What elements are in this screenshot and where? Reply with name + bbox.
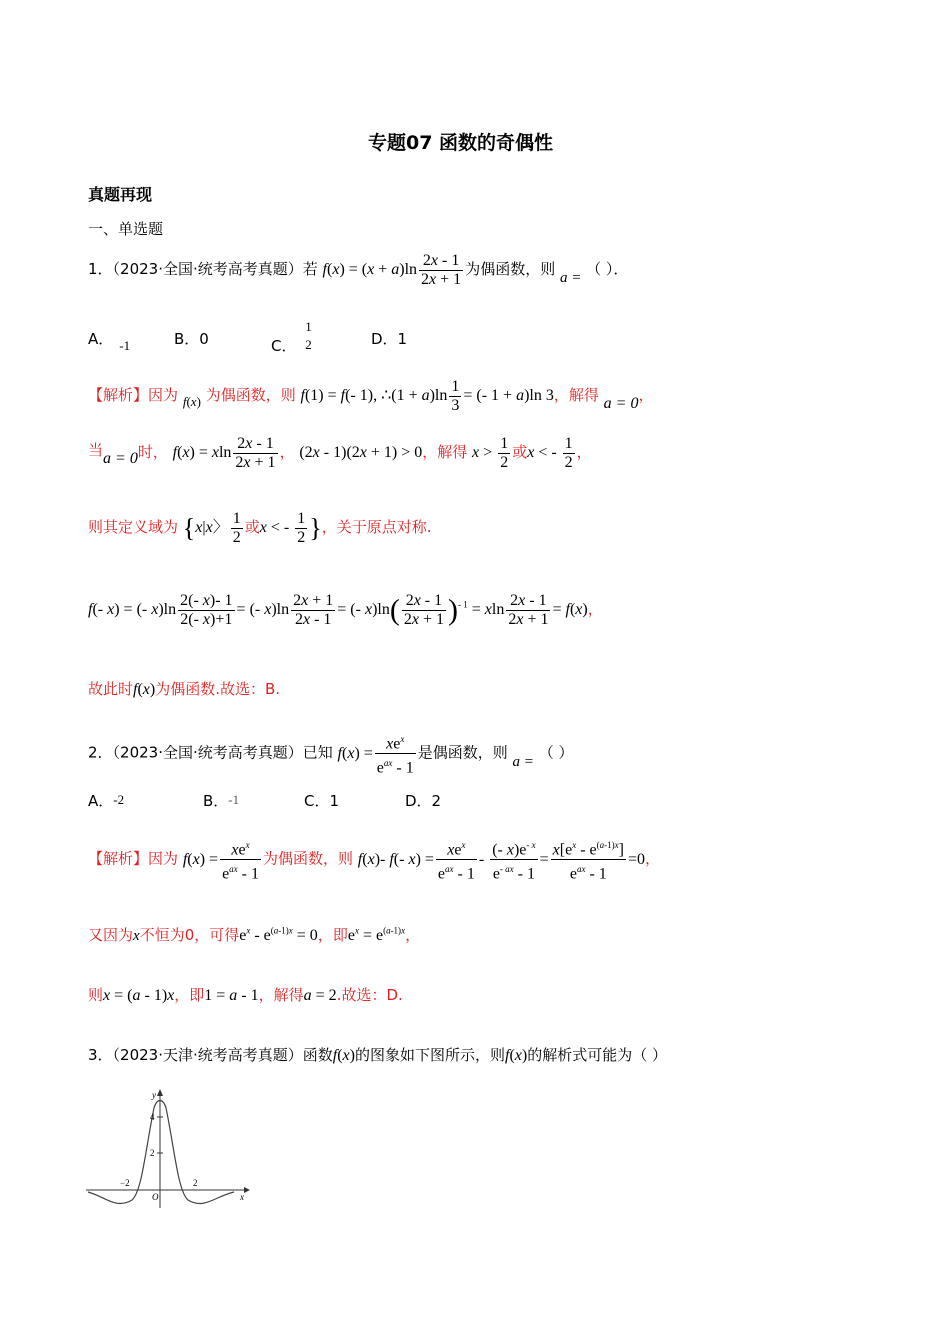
x-label: x	[240, 1192, 244, 1202]
q2-sol-text: 则	[88, 986, 104, 1004]
q1-sol-text: 为偶函数，则	[205, 386, 296, 405]
q1-sol-a0: a = 0	[103, 450, 138, 468]
q1-sol-ineq3: x < - $\frac{1}{2}$	[527, 435, 573, 471]
q2-a-eq: a =	[512, 753, 534, 770]
q1-sol-domain2: x < - $\frac{1}{2}$ }	[259, 510, 322, 546]
q2-option-a-label: A．	[88, 792, 114, 810]
q1-sol-text: 当	[88, 441, 104, 460]
q1-option-a-value: -1	[119, 338, 131, 353]
q1-option-c-fraction: 1 2	[305, 319, 312, 352]
q2-sol-text: .故选：D.	[336, 986, 403, 1004]
q2-sol-formula: f(x) = $\frac{xe^x}{e^{ax} - 1}$	[183, 851, 263, 868]
q1-sol-domain: {x|x〉 $\frac{1}{2}$	[182, 510, 241, 546]
q1-func-text: 为偶函数，则	[465, 260, 556, 279]
q2-sol-text: ，即	[317, 926, 348, 944]
question-1	[88, 252, 628, 289]
tick-label-y4: 4	[150, 1112, 155, 1122]
q1-sol-text: 因为	[148, 386, 179, 405]
q1-sol-inequality: (2x - 1)(2x + 1) > 0	[299, 444, 423, 462]
y-label: y	[152, 1090, 156, 1100]
q2-option-b-value: -1	[228, 792, 240, 807]
q1-sol-text: 时，	[137, 443, 168, 462]
q2-sol-text: ，解得	[258, 986, 304, 1004]
q3-number: 3．	[88, 1046, 113, 1064]
question-3	[88, 1044, 667, 1065]
q1-solution-tag: 【解析】	[88, 386, 149, 405]
q3-fx: f(x)	[332, 1047, 355, 1064]
q1-sol-formula: f(1) = f(- 1), ∴(1 + a)ln $\frac{1}{3}$ = (- 1 + a)ln 3	[300, 378, 554, 414]
q2-option-b-label: B．	[203, 792, 229, 810]
origin-label: O	[152, 1192, 159, 1202]
q1-number: 1．	[88, 260, 113, 279]
page-title: 专题07 函数的奇偶性	[368, 132, 554, 154]
q1-source: （2023·全国·统考高考真题）若	[112, 260, 318, 279]
q2-solution-tag: 【解析】	[88, 849, 149, 868]
q2-sol-text: ，即	[174, 986, 205, 1004]
q3-text: 的解析式可能为（ ）	[527, 1046, 667, 1064]
q2-solution-line1: 【解析】因为 f(x) = $\frac{xe^x}{e^{ax} - 1}$ 为偶函数，则 f(x)- f(- x) = $\frac{xe^x}{e^{ax} - 1}$ - $\frac{(- x)e^{- x}}{e^{- ax} - 1}$ = $\frac{x[e^x - e^{(a-1)x}]}{e^{ax} - 1}$ =0，	[88, 836, 660, 884]
q2-sol-text: 又因为	[88, 926, 134, 944]
q2-option-a	[88, 790, 124, 811]
q2-solution-line3	[88, 984, 403, 1005]
q2-option-d: D．2	[405, 792, 442, 810]
q2-sol-x: x	[133, 928, 140, 944]
q1-sol-ineq2: x > $\frac{1}{2}$	[472, 435, 509, 471]
q1-solution-line1: 【解析】因为 f(x) 为偶函数，则 f(1) = f(- 1), ∴(1 + a)ln $\frac{1}{3}$ = (- 1 + a)ln 3，解得 a = 0，	[88, 378, 654, 414]
q3-function-graph	[84, 1086, 254, 1216]
q2-sol-eq3: x = (a - 1)x	[103, 987, 175, 1004]
q2-formula: f(x) = $\frac{xe^x}{e^{ax} - 1}$	[338, 745, 418, 762]
q1-sol-text: 故此时	[88, 680, 134, 698]
q2-option-b	[203, 790, 239, 811]
q1-option-c	[271, 318, 316, 354]
q1-option-a: A．	[88, 330, 114, 348]
q1-sol-chain: f(- x) = (- x)ln $\frac{2(- x)- 1}{2(- x)+1}$ = (- x)ln $\frac{2x + 1}{2x - 1}$ = (- x)ln( $\frac{2x - 1}{2x + 1}$ )$^{- 1}$ = xln $\frac{2x - 1}{2x + 1}$ = f(x)	[88, 592, 588, 628]
subsection-heading: 一、单选题	[88, 220, 164, 238]
q1-solution-line5	[88, 678, 280, 699]
function-curve	[88, 1101, 234, 1204]
q2-blank: （ ）	[538, 743, 574, 762]
q2-option-c: C．1	[304, 792, 340, 810]
q1-a-eq: a =	[559, 270, 582, 287]
q2-func-text: 是偶函数，则	[417, 743, 508, 762]
q1-blank: （ ）．	[586, 260, 629, 279]
q1-solution-line2: 当a = 0时， f(x) = xln $\frac{2x - 1}{2x + 1}$ ， (2x - 1)(2x + 1) > 0，解得 x > $\frac{1}{2}$ 或x < - $\frac{1}{2}$ ，	[88, 435, 592, 471]
q1-sol-fx: f(x)	[133, 681, 156, 698]
tick-label-xneg2: −2	[120, 1178, 130, 1188]
q1-sol-fx: f(x)	[182, 394, 201, 410]
q1-sol-text: 则其定义域为	[88, 518, 179, 537]
q1-sol-text: 为偶函数.故选：B.	[155, 680, 281, 698]
q1-formula: f(x) = (x + a)ln $\frac{2x - 1}{2x + 1}$	[322, 252, 462, 288]
q1-options	[88, 328, 131, 353]
section-heading: 真题再现	[88, 185, 153, 204]
q2-solution-line2: 又因为x不恒为0，可得$e^x - e^{(a-1)x} = 0$，即$e^x = e^{(a-1)x}$，	[88, 925, 421, 944]
q1-option-b: B．0	[174, 330, 209, 348]
q3-text: 的图象如下图所示，则	[354, 1046, 505, 1064]
q1-sol-text: 或	[244, 518, 260, 537]
q1-sol-text: ，关于原点对称.	[321, 518, 432, 537]
tick-label-y2: 2	[150, 1148, 155, 1158]
q2-source: （2023·全国·统考高考真题）已知	[112, 743, 333, 762]
tick-label-x2: 2	[193, 1178, 198, 1188]
q1-sol-a0: a = 0	[603, 395, 639, 413]
q2-sol-eq5: a = 2	[303, 987, 337, 1004]
q2-sol-text: 为偶函数，则	[263, 849, 354, 868]
q2-number: 2．	[88, 743, 113, 762]
y-axis-arrow	[157, 1089, 163, 1096]
q1-sol-text: ，解得	[422, 443, 468, 462]
q2-option-a-value: -2	[113, 792, 125, 807]
q1-sol-text: 或	[512, 443, 528, 462]
q1-solution-line3	[88, 510, 431, 547]
q2-sol-eq1: $e^x - e^{(a-1)x} = 0$	[239, 925, 318, 944]
question-2	[88, 730, 573, 778]
q2-sol-text: 因为	[148, 849, 179, 868]
q2-sol-chain: f(x)- f(- x) = $\frac{xe^x}{e^{ax} - 1}$ - $\frac{(- x)e^{- x}}{e^{- ax} - 1}$ = $\frac{x[e^x - e^{(a-1)x}]}{e^{ax} - 1}$ =0	[358, 851, 645, 868]
q1-sol-formula: f(x) = xln $\frac{2x - 1}{2x + 1}$	[172, 435, 276, 471]
q1-sol-text: ，解得	[553, 386, 599, 405]
q3-fx: f(x)	[505, 1047, 528, 1064]
q2-sol-text: 不恒为0，可得	[139, 926, 240, 944]
q2-sol-eq4: 1 = a - 1	[204, 987, 259, 1004]
q1-option-d: D．1	[371, 330, 408, 348]
q3-source: （2023·天津·统考高考真题）函数	[112, 1046, 333, 1064]
x-axis-arrow	[244, 1187, 250, 1193]
q1-solution-line4: f(- x) = (- x)ln $\frac{2(- x)- 1}{2(- x)+1}$ = (- x)ln $\frac{2x + 1}{2x - 1}$ = (- x)ln( $\frac{2x - 1}{2x + 1}$ )$^{- 1}$ = xln $\frac{2x - 1}{2x + 1}$ = f(x)，	[88, 592, 603, 628]
q1-option-c-label: C．	[271, 336, 297, 355]
q2-sol-eq2: $e^x = e^{(a-1)x}$	[347, 925, 406, 944]
